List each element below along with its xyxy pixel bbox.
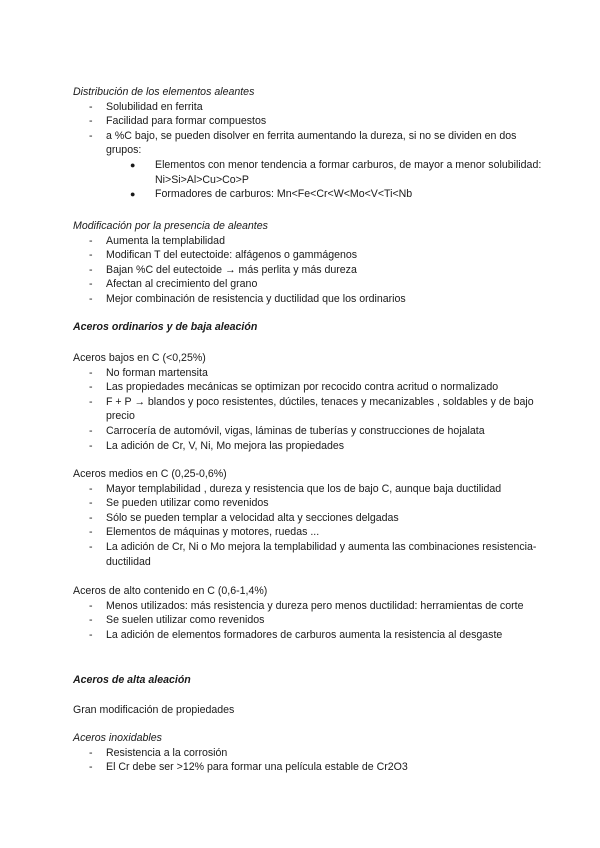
list-item (73, 248, 543, 263)
item-text: Modifican T del eutectoide: alfágenos o gammágenos (106, 249, 358, 262)
bullet-list (73, 100, 543, 158)
item-text: La adición de elementos formadores de carburos aumenta la resistencia al desgaste (106, 628, 503, 641)
item-text: Menos utilizados: más resistencia y dureza pero menos ductilidad: herramientas de corte (106, 599, 524, 612)
item-text: Se suelen utilizar como revenidos (106, 614, 265, 627)
bullet-list (73, 746, 543, 775)
item-text: La adición de Cr, Ni o Mo mejora la templabilidad y aumenta las combinaciones resistencia-ductilidad (106, 540, 537, 568)
list-item (73, 496, 543, 511)
dash-marker: - (89, 424, 93, 437)
dash-marker: - (89, 292, 93, 305)
section-title: Aceros bajos en C (<0,25%) (73, 352, 206, 364)
sub-list-item (73, 158, 543, 187)
bullet-list (73, 599, 543, 643)
section-title: Aceros inoxidables (73, 732, 162, 744)
section-title: Distribución de los elementos aleantes (73, 86, 255, 98)
dash-marker: - (89, 628, 93, 641)
section-alta-intro (73, 703, 543, 718)
dash-marker: - (89, 100, 93, 113)
section-title: Modificación por la presencia de aleantes (73, 220, 268, 232)
item-text: Se pueden utilizar como revenidos (106, 497, 269, 510)
dash-marker: - (89, 263, 93, 276)
section-alto (73, 584, 543, 642)
item-text: Las propiedades mecánicas se optimizan por recocido contra acritud o normalizado (106, 381, 499, 394)
item-text: Resistencia a la corrosión (106, 746, 228, 759)
item-text: Mejor combinación de resistencia y ductilidad que los ordinarios (106, 292, 406, 305)
section-distribucion (73, 85, 543, 202)
list-item (73, 746, 543, 761)
dash-marker: - (89, 234, 93, 247)
dash-marker: - (89, 540, 93, 553)
dash-marker: - (89, 439, 93, 452)
list-item (73, 263, 543, 278)
heading-ordinarios (73, 320, 543, 335)
list-item (73, 129, 543, 158)
item-text: Bajan %C del eutectoide → más perlita y más dureza (106, 263, 357, 276)
item-text: La adición de Cr, V, Ni, Mo mejora las propiedades (106, 439, 345, 452)
dash-marker: - (89, 129, 93, 142)
list-item (73, 540, 543, 569)
item-text: Elementos con menor tendencia a formar carburos, de mayor a menor solubilidad: Ni>Si>Al>Cu>Co>P (155, 158, 542, 186)
dash-marker: - (89, 761, 93, 774)
item-text: Afectan al crecimiento del grano (106, 278, 258, 291)
section-modificacion (73, 219, 543, 307)
dash-marker: - (89, 599, 93, 612)
section-heading: Aceros de alta aleación (73, 674, 191, 686)
list-item (73, 292, 543, 307)
item-text: Facilidad para formar compuestos (106, 115, 267, 128)
dash-marker: - (89, 497, 93, 510)
section-bajos (73, 351, 543, 453)
item-text: Mayor templabilidad , dureza y resistencia que los de bajo C, aunque baja ductilidad (106, 482, 502, 495)
bullet-dot-icon: ● (130, 189, 136, 200)
dash-marker: - (89, 366, 93, 379)
bullet-list (73, 366, 543, 454)
dash-marker: - (89, 482, 93, 495)
list-item (73, 100, 543, 115)
dash-marker: - (89, 249, 93, 262)
intro-text: Gran modificación de propiedades (73, 704, 235, 716)
dash-marker: - (89, 614, 93, 627)
item-text: Carrocería de automóvil, vigas, láminas de tuberías y construcciones de hojalata (106, 424, 485, 437)
section-title: Aceros medios en C (0,25-0,6%) (73, 468, 227, 480)
list-item (73, 114, 543, 129)
section-inoxidables (73, 731, 543, 775)
item-text: Formadores de carburos: Mn<Fe<Cr<W<Mo<V<Ti<Nb (155, 188, 413, 201)
dash-marker: - (89, 278, 93, 291)
list-item (73, 482, 543, 497)
list-item (73, 424, 543, 439)
dash-marker: - (89, 395, 93, 408)
item-text: Sólo se pueden templar a velocidad alta y secciones delgadas (106, 511, 399, 524)
dash-marker: - (89, 511, 93, 524)
list-item (73, 439, 543, 454)
list-item (73, 366, 543, 381)
item-text: Solubilidad en ferrita (106, 100, 203, 113)
list-item (73, 760, 543, 775)
list-item (73, 380, 543, 395)
item-text: No forman martensita (106, 366, 208, 379)
section-medios (73, 467, 543, 569)
item-text: a %C bajo, se pueden disolver en ferrita aumentando la dureza, si no se dividen en dos grupos: (106, 129, 517, 157)
list-item (73, 599, 543, 614)
dash-marker: - (89, 381, 93, 394)
sub-list-item (73, 187, 543, 202)
list-item (73, 395, 543, 424)
item-text: Elementos de máquinas y motores, ruedas ... (106, 526, 320, 539)
section-alta-aleacion (73, 673, 543, 688)
sub-bullet-list (73, 158, 543, 202)
list-item (73, 234, 543, 249)
item-text: Aumenta la templabilidad (106, 234, 225, 247)
item-text: F + P → blandos y poco resistentes, dúctiles, tenaces y mecanizables , soldables y de bajo precio (106, 395, 534, 423)
list-item (73, 525, 543, 540)
list-item (73, 511, 543, 526)
bullet-list (73, 234, 543, 307)
list-item (73, 277, 543, 292)
bullet-dot-icon: ● (130, 159, 136, 170)
list-item (73, 613, 543, 628)
dash-marker: - (89, 526, 93, 539)
section-title: Aceros de alto contenido en C (0,6-1,4%) (73, 585, 268, 597)
dash-marker: - (89, 115, 93, 128)
list-item (73, 628, 543, 643)
section-heading: Aceros ordinarios y de baja aleación (73, 321, 258, 333)
item-text: El Cr debe ser >12% para formar una película estable de Cr2O3 (106, 761, 408, 774)
dash-marker: - (89, 746, 93, 759)
bullet-list (73, 482, 543, 570)
